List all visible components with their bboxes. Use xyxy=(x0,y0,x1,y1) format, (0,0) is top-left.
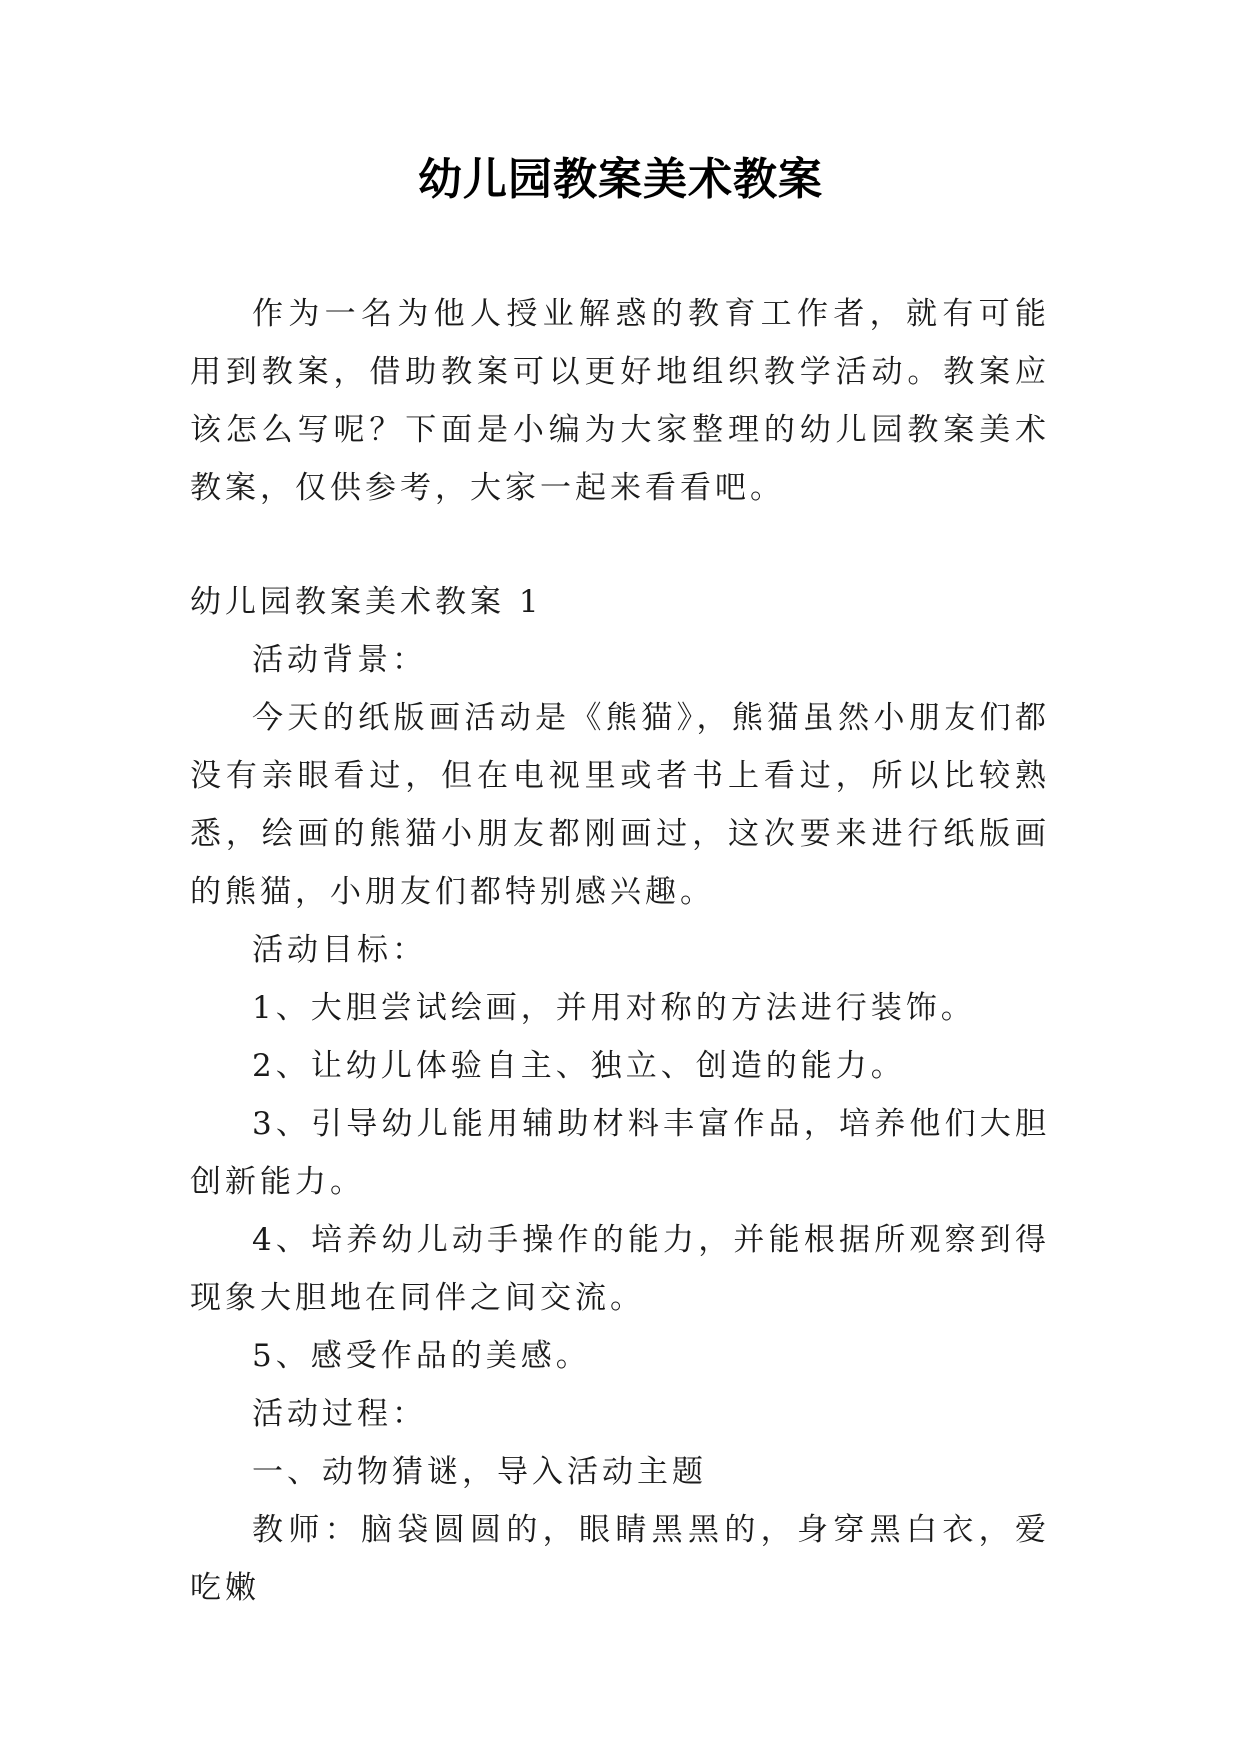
subheading-goals: 活动目标： xyxy=(252,932,427,968)
goal-item: 3、引导幼儿能用辅助材料丰富作品，培养他们大胆创新能力。 xyxy=(190,1106,1050,1200)
paragraph-background: 今天的纸版画活动是《熊猫》，熊猫虽然小朋友们都没有亲眼看过，但在电视里或者书上看过，所以比较熟悉，绘画的熊猫小朋友都刚画过，这次要来进行纸版画的熊猫，小朋友们都特别感兴趣。 xyxy=(190,700,1050,910)
goal-item: 5、感受作品的美感。 xyxy=(252,1338,591,1374)
intro-paragraph: 作为一名为他人授业解惑的教育工作者，就有可能用到教案，借助教案可以更好地组织教学活动。教案应该怎么写呢？下面是小编为大家整理的幼儿园教案美术教案，仅供参考，大家一起来看看吧。 xyxy=(190,296,1050,506)
subheading-background: 活动背景： xyxy=(252,642,427,678)
process-step: 一、动物猜谜，导入活动主题 xyxy=(252,1454,707,1490)
subheading-process: 活动过程： xyxy=(252,1396,427,1432)
goal-item: 4、培养幼儿动手操作的能力，并能根据所观察到得现象大胆地在同伴之间交流。 xyxy=(190,1222,1050,1316)
goal-item: 1、大胆尝试绘画，并用对称的方法进行装饰。 xyxy=(252,990,976,1026)
document-title: 幼儿园教案美术教案 xyxy=(418,154,823,205)
goal-item: 2、让幼儿体验自主、独立、创造的能力。 xyxy=(252,1048,906,1084)
document-body xyxy=(190,285,1050,1617)
section-heading: 幼儿园教案美术教案 1 xyxy=(190,584,543,620)
process-paragraph: 教师：脑袋圆圆的，眼睛黑黑的，身穿黑白衣，爱吃嫩 xyxy=(190,1512,1050,1606)
